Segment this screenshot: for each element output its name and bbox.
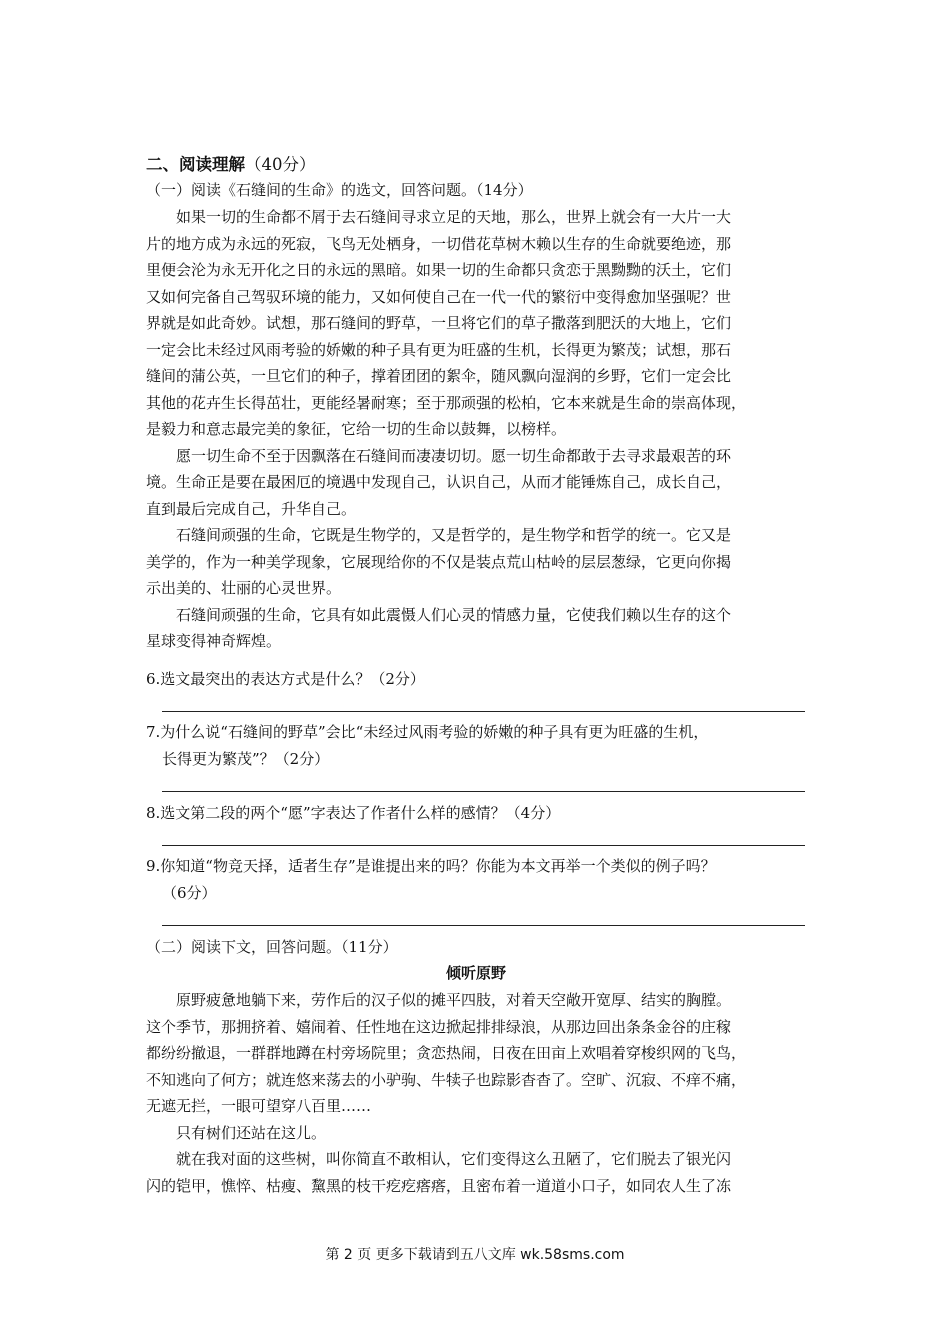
passage-line: 石缝间顽强的生命，它具有如此震慑人们心灵的情感力量，它使我们赖以生存的这个	[176, 605, 732, 624]
passage-line: 不知逃向了何方；就连悠来荡去的小驴驹、牛犊子也踪影杳杳了。空旷、沉寂、不痒不痛，	[146, 1070, 747, 1089]
answer-line-q9[interactable]	[162, 925, 805, 926]
part2-heading: （二）阅读下文，回答问题。（11分）	[146, 938, 398, 956]
passage-line: 直到最后完成自己，升华自己。	[146, 499, 357, 518]
answer-line-q6[interactable]	[162, 711, 805, 712]
question-8: 8.选文第二段的两个“愿”字表达了作者什么样的感情？（4分）	[146, 804, 561, 822]
section-title: 二、阅读理解	[146, 155, 245, 174]
question-7-line: 长得更为繁茂”？（2分）	[162, 749, 330, 768]
part1-heading: （一）阅读《石缝间的生命》的选文，回答问题。（14分）	[146, 181, 533, 199]
passage-line: 无遮无拦，一眼可望穿八百里……	[146, 1097, 372, 1115]
passage-line: 美学的，作为一种美学现象，它展现给你的不仅是装点荒山枯岭的层层葱绿，它更向你揭	[146, 552, 732, 571]
passage-line: 只有树们还站在这儿。	[176, 1123, 327, 1142]
answer-line-q8[interactable]	[162, 845, 805, 846]
passage-line: 界就是如此奇妙。试想，那石缝间的野草，一旦将它们的草子撒落到肥沃的大地上，它们	[146, 314, 732, 332]
section-heading	[146, 152, 316, 178]
passage-line: 又如何完备自己驾驭环境的能力，又如何使自己在一代一代的繁衍中变得愈加坚强呢？世	[146, 287, 732, 306]
passage-line: 石缝间顽强的生命，它既是生物学的，又是哲学的，是生物学和哲学的统一。它又是	[176, 526, 732, 544]
passage-line: 里便会沦为永无开化之日的永远的黑暗。如果一切的生命都只贪恋于黑黝黝的沃土，它们	[146, 261, 732, 279]
question-6: 6.选文最突出的表达方式是什么？（2分）	[146, 670, 425, 688]
passage-line: 境。生命正是要在最困厄的境遇中发现自己，认识自己，从而才能锤炼自己，成长自己，	[146, 473, 732, 491]
question-7	[146, 719, 806, 772]
passage-line: 原野疲惫地躺下来，劳作后的汉子似的摊平四肢，对着天空敞开宽厚、结实的胸膛。	[176, 991, 732, 1009]
answer-line-q7[interactable]	[162, 791, 805, 792]
passage-line: 星球变得神奇辉煌。	[146, 632, 282, 650]
passage-line: 片的地方成为永远的死寂，飞鸟无处栖身，一切借花草树木赖以生存的生命就要绝迹，那	[146, 234, 732, 253]
passage-line: 就在我对面的这些树，叫你简直不敢相认，它们变得这么丑陋了，它们脱去了银光闪	[176, 1150, 732, 1168]
part2-passage	[146, 987, 806, 1199]
passage-line: 缝间的蒲公英，一旦它们的种子，撑着团团的絮伞，随风飘向湿润的乡野，它们一定会比	[146, 367, 732, 385]
question-7-line: 7.为什么说“石缝间的野草”会比“未经过风雨考验的娇嫩的种子具有更为旺盛的生机，	[146, 723, 709, 741]
passage-line: 如果一切的生命都不屑于去石缝间寻求立足的天地，那么，世界上就会有一大片一大	[176, 208, 732, 226]
passage-line: 愿一切生命不至于因飘落在石缝间而凄凄切切。愿一切生命都敢于去寻求最艰苦的环	[176, 446, 732, 465]
passage-line: 示出美的、壮丽的心灵世界。	[146, 579, 342, 597]
passage-line: 这个季节，那拥挤着、嬉闹着、任性地在这边掀起排排绿浪，从那边回出条条金谷的庄稼	[146, 1017, 732, 1036]
passage-line: 闪的铠甲，憔悴、枯瘦、黧黑的枝干疙疙瘩瘩，且密布着一道道小口子，如同农人生了冻	[146, 1176, 732, 1195]
passage-line: 一定会比未经过风雨考验的娇嫩的种子具有更为旺盛的生机，长得更为繁茂；试想，那石	[146, 340, 732, 359]
passage-line: 其他的花卉生长得茁壮，更能经暑耐寒；至于那顽强的松柏，它本来就是生命的崇高体现，	[146, 393, 747, 412]
part1-passage	[146, 204, 806, 655]
section-score: （40分）	[245, 155, 316, 174]
passage-line: 是毅力和意志最完美的象征，它给一切的生命以鼓舞，以榜样。	[146, 420, 567, 438]
passage-line: 都纷纷撤退，一群群地蹲在村旁场院里；贪恋热闹，日夜在田亩上欢唱着穿梭织网的飞鸟，	[146, 1044, 747, 1062]
question-9-line: （6分）	[162, 883, 217, 902]
question-9-line: 9.你知道“物竞天择，适者生存”是谁提出来的吗？你能为本文再举一个类似的例子吗？	[146, 857, 716, 875]
question-9	[146, 853, 806, 906]
passage-title: 倾听原野	[445, 964, 506, 982]
page-footer: 第 2 页 更多下载请到五八文库 wk.58sms.com	[325, 1247, 625, 1263]
